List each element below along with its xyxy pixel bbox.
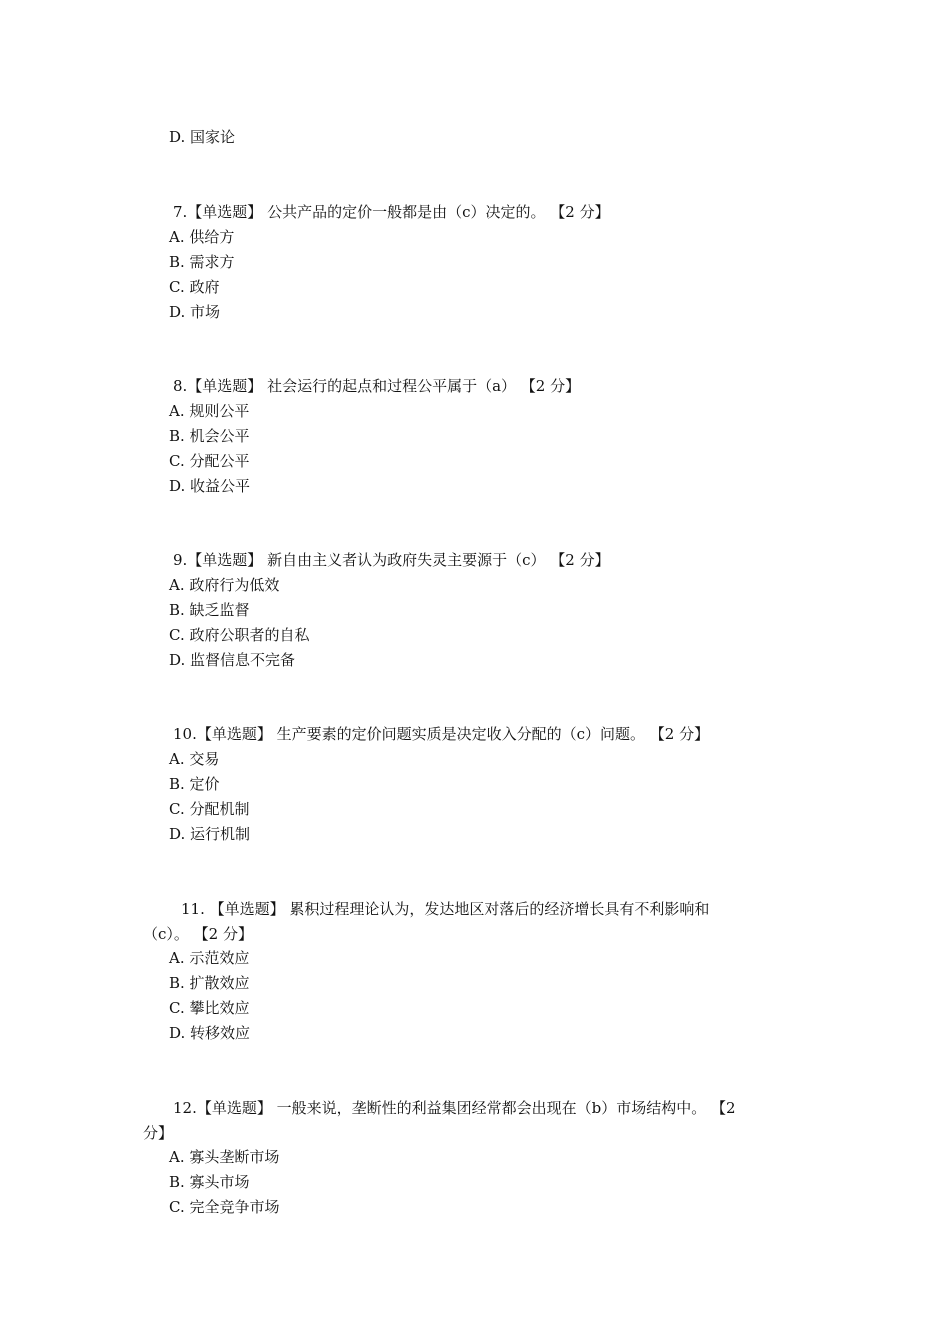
option-text: B. 寡头市场 — [169, 1173, 250, 1191]
option-text: B. 缺乏监督 — [169, 601, 250, 619]
option-text: D. 转移效应 — [169, 1024, 251, 1042]
option-text: C. 政府公职者的自私 — [169, 626, 310, 644]
option-text: A. 交易 — [169, 750, 220, 768]
question-10-title: 10.【单选题】 生产要素的定价问题实质是决定收入分配的（c）问题。 【2 分】 — [173, 725, 710, 743]
option-text: B. 机会公平 — [169, 427, 250, 445]
question-12-title-continued: 分】 — [143, 1124, 174, 1142]
question-7-title: 7.【单选题】 公共产品的定价一般都是由（c）决定的。 【2 分】 — [173, 203, 610, 221]
option-text: D. 市场 — [169, 303, 221, 321]
option-text: A. 供给方 — [169, 228, 235, 246]
option-text: B. 需求方 — [169, 253, 235, 271]
question-11-title: 11. 【单选题】 累积过程理论认为，发达地区对落后的经济增长具有不利影响和 — [181, 900, 710, 918]
option-text: C. 分配公平 — [169, 452, 250, 470]
question-9-title: 9.【单选题】 新自由主义者认为政府失灵主要源于（c） 【2 分】 — [173, 551, 610, 569]
option-text: C. 政府 — [169, 278, 220, 296]
option-text: B. 定价 — [169, 775, 220, 793]
question-8-title: 8.【单选题】 社会运行的起点和过程公平属于（a） 【2 分】 — [173, 377, 581, 395]
option-text: A. 规则公平 — [169, 402, 250, 420]
option-text: A. 示范效应 — [169, 949, 250, 967]
question-11-title-continued: （c）。 【2 分】 — [143, 925, 253, 943]
option-text: C. 分配机制 — [169, 800, 250, 818]
option-text: B. 扩散效应 — [169, 974, 250, 992]
option-text: C. 攀比效应 — [169, 999, 250, 1017]
option-text: C. 完全竞争市场 — [169, 1198, 280, 1216]
option-text: D. 监督信息不完备 — [169, 651, 296, 669]
option-text: D. 收益公平 — [169, 477, 251, 495]
option-text: A. 寡头垄断市场 — [169, 1148, 280, 1166]
option-text: D. 国家论 — [169, 128, 236, 146]
question-12-title: 12.【单选题】 一般来说，垄断性的利益集团经常都会出现在（b）市场结构中。 【2 — [173, 1099, 736, 1117]
option-text: A. 政府行为低效 — [169, 576, 280, 594]
option-text: D. 运行机制 — [169, 825, 251, 843]
